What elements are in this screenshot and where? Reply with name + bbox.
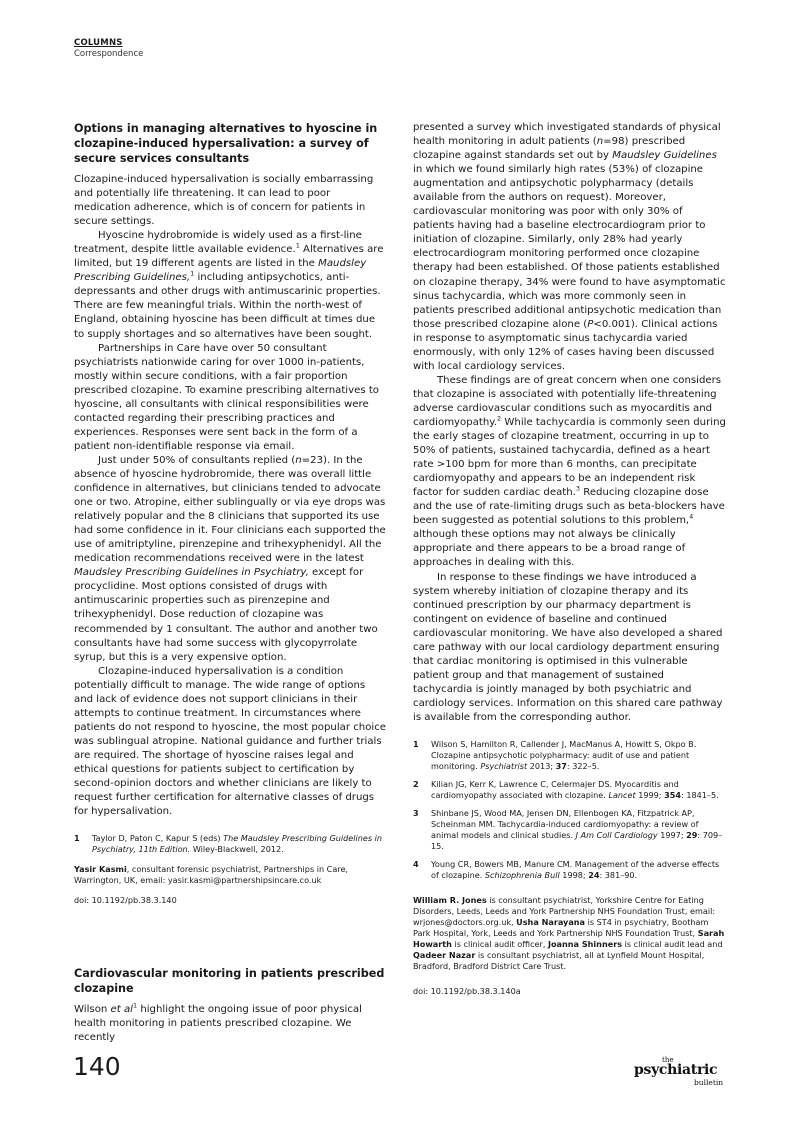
page-number: 140 bbox=[73, 1052, 121, 1081]
section-label: COLUMNS bbox=[74, 38, 123, 48]
section-sublabel: Correspondence bbox=[74, 49, 144, 59]
article1-paragraph: Partnerships in Care have over 50 consultant psychiatrists nationwide caring for over 1000 in-patients, mostly within secure conditions, with a fair proportion prescribed clozapine. To examine prescribing alternatives to hyoscine, all consultants with clinical responsibilities were contacted regarding their prescribing practices and experiences. Responses were sent back in the form of a patient non-identifiable response via email. bbox=[74, 342, 379, 452]
journal-logo bbox=[628, 1056, 728, 1092]
article2-paragraph: These findings are of great concern when one considers that clozapine is associated with potentially life-threatening adverse cardiovascular conditions such as myocarditis and cardiomyopathy.$^2$ While tachycardia is commonly seen during the early stages of clozapine treatment, occurring in up to 50% of patients, sustained tachycardia, defined as a heart rate >100 bpm for more than 6 months, can precipitate cardiomyopathy and appears to be an independent risk factor for sudden cardiac death.$^3$ Reducing clozapine dose and the use of rate-limiting drugs such as beta-blockers have been suggested as potential solutions to this problem,$^4$ although these options may not always be clinically appropriate and there appears to be a broad range of approaches in dealing with this. bbox=[413, 374, 726, 569]
article2-paragraph: In response to these findings we have introduced a system whereby initiation of clozapine therapy and its continued prescription by our pharmacy department is contingent on evidence of baseline and continued cardiovascular monitoring. We have also developed a shared care pathway with our local cardiology department ensuring that cardiac monitoring is optimised in this vulnerable patient group and that management of sustained tachycardia is jointly managed by both psychiatric and cardiology services. Information on this shared care pathway is available from the corresponding author. bbox=[413, 571, 723, 723]
article2-paragraph: Wilson et $al^1$ highlight the ongoing issue of poor physical health monitoring in patients prescribed clozapine. We recently bbox=[74, 1001, 362, 1044]
left-column bbox=[74, 121, 387, 906]
right-column bbox=[413, 121, 726, 997]
article1-paragraph: Clozapine-induced hypersalivation is a condition potentially difficult to manage. The wide range of options and lack of evidence does not support clinicians in their attempts to continue treatment. In circumstances where patients do not respond to hyoscine, the most popular choice was sublingual atropine. National guidance and further trials are required. The shortage of hyoscine raises legal and ethical questions for patients subject to certification by second-opinion doctors and whether clinicians are likely to request further certification for alternative classes of drugs for hypersalivation. bbox=[74, 665, 387, 818]
article1-title: Options in managing alternatives to hyoscine in clozapine-induced hypersalivation: a survey of secure services consultants bbox=[74, 122, 378, 165]
reference-item: 3 Shinbane JS, Wood MA, Jensen DN, Ellenbogen KA, Fitzpatrick AP, Scheinman MM. Tachycardia-induced cardiomyopathy: a review of animal models and clinical studies. J Am Coll Cardiology 1997; 29: 709–15. bbox=[413, 808, 723, 852]
article1-paragraph: Hyoscine hydrobromide is widely used as a first-line treatment, despite little available evidence.$^1$ Alternatives are limited, but 19 different agents are listed in the Maudsley Prescribing Guidelines,$^1$ including antipsychotics, anti-depressants and other drugs with antimuscarinic properties. There are few meaningful trials. Within the north-west of England, obtaining hyoscine has been difficult at times due to supply shortages and so alternatives have been sought. bbox=[74, 230, 384, 340]
reference-item: 1 Wilson S, Hamilton R, Callender J, MacManus A, Howitt S, Okpo B. Clozapine antipsychotic polypharmacy: audit of use and patient monitoring. Psychiatrist 2013; 37: 322–5. bbox=[413, 739, 697, 772]
article1-paragraph: Clozapine-induced hypersalivation is socially embarrassing and potentially life threatening. It can lead to poor medication adherence, which is of concern for patients in secure settings. bbox=[74, 174, 374, 228]
article1-doi: doi: 10.1192/pb.38.3.140 bbox=[74, 895, 177, 906]
article2-references bbox=[413, 739, 726, 881]
article1-body bbox=[74, 173, 387, 819]
article2-title: Cardiovascular monitoring in patients prescribed clozapine bbox=[74, 967, 385, 995]
article2-doi: doi: 10.1192/pb.38.3.140a bbox=[413, 986, 521, 997]
logo-the: the bbox=[662, 1056, 674, 1064]
article2-paragraph: presented a survey which investigated standards of physical health monitoring in adult patients (n=98) prescribed clozapine against standards set out by Maudsley Guidelines in which we found similarly high rates (53%) of clozapine augmentation and antipsychotic polypharmacy (details available from the authors on request). Moreover, cardiovascular monitoring was poor with only 30% of patients having had a baseline electrocardiogram prior to initiation of clozapine. Similarly, only 28% had yearly electrocardiogram monitoring performed once clozapine therapy had been established. Of those patients established on clozapine therapy, 34% were found to have asymptomatic sinus tachycardia, which was more commonly seen in patients prescribed additional antipsychotic medication than those prescribed clozapine alone (P<0.001). Clinical actions in response to asymptomatic sinus tachycardia varied enormously, with only 12% of cases having been discussed with local cardiology services. bbox=[413, 122, 726, 372]
reference-item: 2 Kilian JG, Kerr K, Lawrence C, Celermajer DS. Myocarditis and cardiomyopathy associated with clozapine. Lancet 1999; 354: 1841–5. bbox=[413, 779, 719, 801]
article2-body bbox=[413, 121, 726, 725]
article1-paragraph: Just under 50% of consultants replied (n=23). In the absence of hyoscine hydrobromide, there was overall little confidence in alternatives, but clinicians tended to advocate one or two. Atropine, either sublingually or via eye drops was relatively popular and the 8 clinicians that supported its use had some confidence in it. Four clinicians each supported the use of amitriptyline, pirenzepine and trihexyphenidyl. All the medication recommendations received were in the latest Maudsley Prescribing Guidelines in Psychiatry, except for procyclidine. Most options consisted of drugs with antimuscarinic properties such as pirenzepine and trihexyphenidyl. Dose reduction of clozapine was recommended by 1 consultant. The author and another two consultants have had some success with glycopyrrolate syrup, but this is a very expensive option. bbox=[74, 454, 386, 663]
logo-sub: bulletin bbox=[694, 1078, 724, 1087]
article1-reference: 1 Taylor D, Paton C, Kapur S (eds) The Maudsley Prescribing Guidelines in Psychiatry, 11th Edition. Wiley-Blackwell, 2012. bbox=[74, 833, 383, 855]
article2-authors: William R. Jones is consultant psychiatrist, Yorkshire Centre for Eating Disorders, Leeds, Leeds and York Partnership NHS Foundation Trust, email: wrjones@doctors.org.uk, Usha Narayana is ST4 in psychiatry, Bootham Park Hospital, York, Leeds and York Partnership NHS Foundation Trust, Sarah Howarth is clinical audit officer, Joanna Shinners is clinical audit lead and Qadeer Nazar is consultant psychiatrist, all at Lynfield Mount Hospital, Bradford, Bradford District Care Trust. bbox=[413, 895, 725, 972]
reference-item: 4 Young CR, Bowers MB, Manure CM. Management of the adverse effects of clozapine. Schizophrenia Bull 1998; 24: 381–90. bbox=[413, 859, 720, 881]
logo-main: psychiatric bbox=[634, 1062, 718, 1078]
article1-author: Yasir Kasmi, consultant forensic psychiatrist, Partnerships in Care, Warrington, UK, email: yasir.kasmi@partnershipsincare.co.uk bbox=[74, 864, 348, 886]
running-header bbox=[74, 38, 143, 60]
article2-start bbox=[74, 966, 387, 1045]
